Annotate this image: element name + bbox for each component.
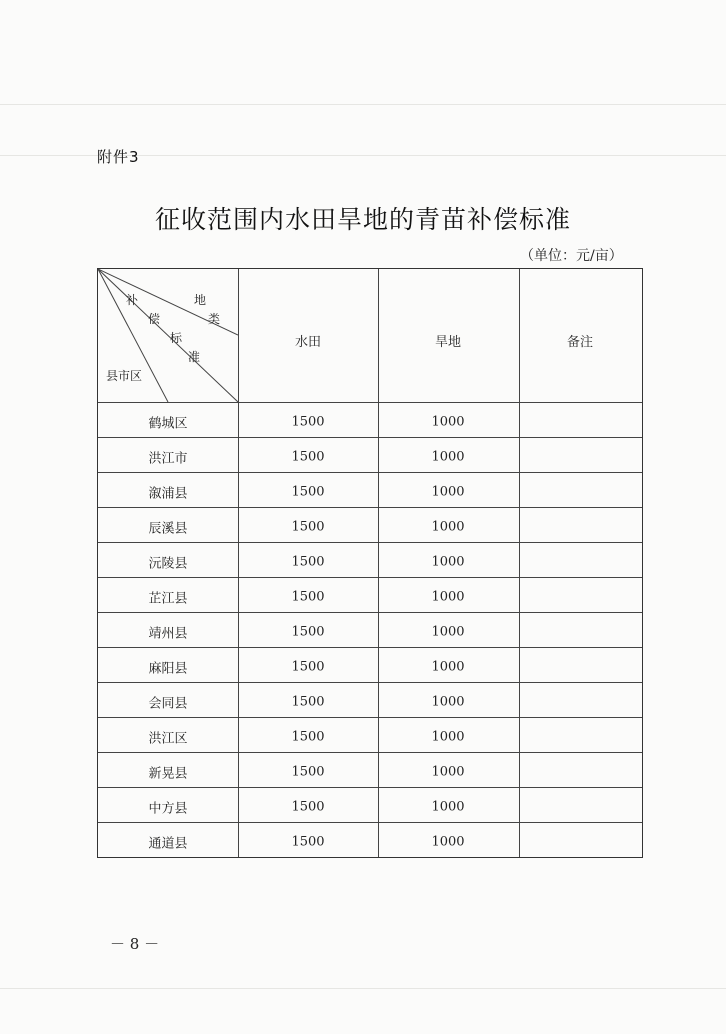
column-header-note: 备注 [566, 335, 594, 350]
row-divider [98, 822, 642, 823]
cell-dry-rate: 1000 [431, 414, 465, 429]
cell-dry-rate: 1000 [431, 659, 465, 674]
cell-county: 新晃县 [148, 766, 188, 781]
cell-county: 洪江市 [148, 451, 188, 466]
cell-dry-rate: 1000 [431, 729, 465, 744]
compensation-table [97, 268, 643, 858]
column-header-paddy: 水田 [294, 335, 322, 350]
cell-dry-rate: 1000 [431, 449, 465, 464]
cell-paddy-rate: 1500 [291, 484, 325, 499]
cell-dry-rate: 1000 [431, 694, 465, 709]
cell-paddy-rate: 1500 [291, 799, 325, 814]
cell-county: 沅陵县 [148, 556, 188, 571]
cell-paddy-rate: 1500 [291, 729, 325, 744]
cell-dry-rate: 1000 [431, 624, 465, 639]
cell-paddy-rate: 1500 [291, 659, 325, 674]
column-divider [519, 269, 520, 857]
row-divider [98, 647, 642, 648]
cell-paddy-rate: 1500 [291, 449, 325, 464]
cell-paddy-rate: 1500 [291, 554, 325, 569]
corner-label-county: 县市区 [106, 369, 143, 383]
cell-county: 中方县 [148, 801, 188, 816]
cell-paddy-rate: 1500 [291, 589, 325, 604]
corner-label-di: 地 [194, 293, 207, 307]
corner-label-chang: 偿 [148, 312, 161, 326]
document-title: 征收范围内水田旱地的青苗补偿标准 [154, 205, 571, 234]
cell-paddy-rate: 1500 [291, 624, 325, 639]
cell-county: 溆浦县 [148, 486, 188, 501]
cell-dry-rate: 1000 [431, 799, 465, 814]
cell-county: 麻阳县 [148, 661, 188, 676]
cell-paddy-rate: 1500 [291, 764, 325, 779]
cell-dry-rate: 1000 [431, 834, 465, 849]
corner-label-lei: 类 [208, 312, 221, 326]
column-header-dry: 旱地 [434, 335, 462, 350]
corner-label-zhun: 准 [188, 350, 201, 364]
row-divider [98, 437, 642, 438]
row-divider [98, 787, 642, 788]
cell-county: 洪江区 [148, 731, 188, 746]
column-divider [238, 269, 239, 857]
page-number: － 8 － [110, 935, 160, 953]
cell-county: 通道县 [148, 836, 188, 851]
row-divider [98, 402, 642, 403]
attachment-label: 附件3 [97, 148, 140, 166]
cell-county: 靖州县 [148, 626, 188, 641]
row-divider [98, 507, 642, 508]
cell-paddy-rate: 1500 [291, 834, 325, 849]
row-divider [98, 472, 642, 473]
scan-line [0, 104, 726, 105]
cell-dry-rate: 1000 [431, 484, 465, 499]
scan-line [0, 988, 726, 989]
cell-county: 会同县 [148, 696, 188, 711]
cell-dry-rate: 1000 [431, 519, 465, 534]
cell-dry-rate: 1000 [431, 589, 465, 604]
cell-paddy-rate: 1500 [291, 694, 325, 709]
row-divider [98, 752, 642, 753]
row-divider [98, 612, 642, 613]
row-divider [98, 577, 642, 578]
cell-paddy-rate: 1500 [291, 414, 325, 429]
unit-note: （单位：元/亩） [520, 248, 623, 264]
cell-dry-rate: 1000 [431, 764, 465, 779]
cell-county: 鹤城区 [148, 416, 188, 431]
row-divider [98, 682, 642, 683]
cell-dry-rate: 1000 [431, 554, 465, 569]
corner-label-biao: 标 [170, 331, 183, 345]
corner-label-bu: 补 [126, 293, 139, 307]
cell-paddy-rate: 1500 [291, 519, 325, 534]
cell-county: 辰溪县 [148, 521, 188, 536]
row-divider [98, 717, 642, 718]
column-divider [378, 269, 379, 857]
cell-county: 芷江县 [148, 591, 188, 606]
row-divider [98, 542, 642, 543]
